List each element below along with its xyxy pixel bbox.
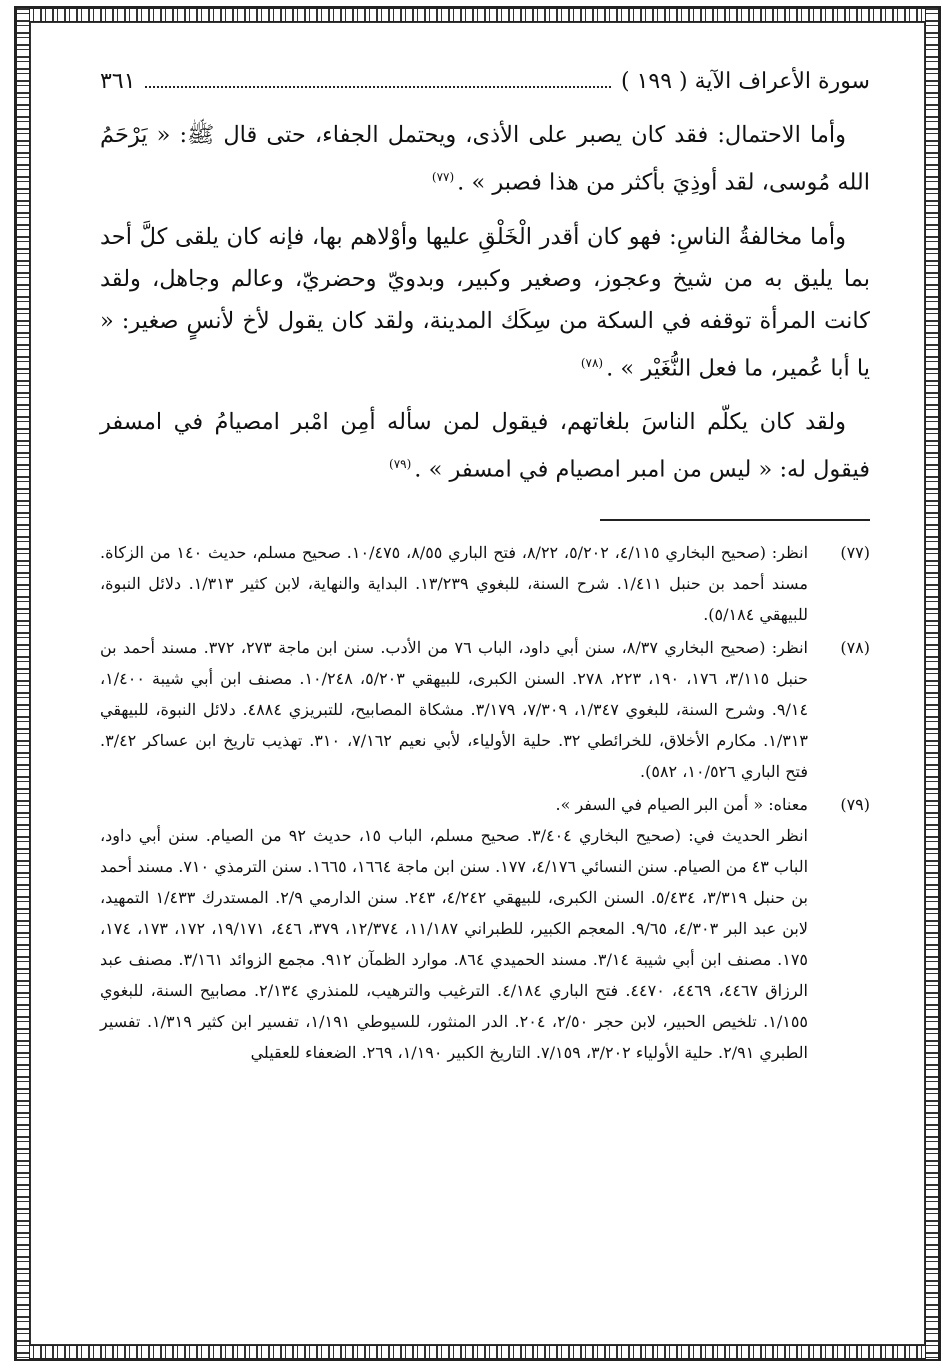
decorative-border-bottom (16, 1345, 939, 1359)
footnote-number: (٧٧) (840, 542, 870, 562)
page-content (100, 60, 870, 1070)
footnote-ref[interactable]: (٧٩) (389, 457, 412, 471)
footnote (100, 789, 870, 1068)
paragraph-forbearance (100, 114, 870, 204)
footnote-body (100, 789, 808, 1068)
decorative-border-top (16, 8, 939, 22)
footnote-ref[interactable]: (٧٧) (431, 170, 455, 184)
footnotes (100, 537, 870, 1068)
running-head (100, 60, 870, 104)
paragraph-mingling (100, 216, 870, 390)
paragraph-text: وأما مخالفةُ الناسِ: فهو كان أقدر الْخَلْقِ عليها وأوْلاهم بها، فإنه كان يلقى كلَّ أحد بما يليق به من شيخ وعجوز، وصغير وكبير، وبدويّ وحضريّ، وعالم وجاهل، ولقد كانت المرأة توقفه في السكة من سِكَك المدينة، ولقد كان يقول لأخ لأنسٍ صغير: « يا أبا عُمير، ما فعل النُّغَيْر » . (100, 223, 870, 381)
leader-dots (145, 62, 611, 88)
footnote (100, 632, 870, 787)
paragraph-text: ولقد كان يكلّم الناسَ بلغاتهم، فيقول لمن سأله أمِن امْبر امصيامُ في امسفر فيقول له: « ليس من امبر امصيام في امسفر » . (100, 409, 870, 483)
footnote-text: انظر: (صحيح البخاري ٨/٣٧، سنن أبي داود، الباب ٧٦ من الأدب. سنن ابن ماجة ٢٧٣، ٣٧٢. مسند أحمد بن حنبل ٣/١١٥، ١٧٦، ١٩٠، ٢٢٣، ٢٧٨. السنن الكبرى، للبيهقي ٥/٢٠٣، ١٠/٢٤٨. مصنف ابن أبي شيبة ١/٤٠٠، ٩/١٤. وشرح السنة، للبغوي ١/٣٤٧، ٧/٣٠٩، ٣/١٧٩. مشكاة المصابيح، للتبريزي ٤٨٨٤. دلائل النبوة، للبيهقي ١/٣١٣. مكارم الأخلاق، للخرائطي ٣٢. حلية الأولياء، لأبي نعيم ٧/١٦٢، ٣١٠. تهذيب تاريخ ابن عساكر ٣/٤٢. فتح الباري ١٠/٥٢٦، ٥٨٢). (100, 637, 809, 781)
footnote-number: (٧٨) (840, 637, 870, 657)
footnote-number: (٧٩) (840, 794, 870, 814)
decorative-border-right (925, 8, 939, 1359)
running-head-title: سورة الأعراف الآية ( ١٩٩ ) (621, 69, 870, 94)
footnote (100, 537, 870, 630)
footnote-ref[interactable]: (٧٨) (580, 355, 604, 370)
paragraph-dialects (100, 401, 870, 491)
main-text (100, 114, 870, 491)
paragraph-text: وأما الاحتمال: فقد كان يصبر على الأذى، ويحتمل الجفاء، حتى قال ﷺ: « يَرْحَمُ الله مُوسى، لقد أوذِيَ بأكثر من هذا فصبر » . (100, 122, 870, 196)
page-number: ٣٦١ (100, 69, 136, 94)
footnote-text: انظر الحديث في: (صحيح البخاري ٣/٤٠٤. صحيح مسلم، الباب ١٥، حديث ٩٢ من الصيام. سنن أبي داود، الباب ٤٣ من الصيام. سنن النسائي ٤/١٧٦، ١٧٧. سنن ابن ماجة ١٦٦٤، ١٦٦٥. سنن الترمذي ٧١٠. مسند أحمد بن حنبل ٣/٣١٩، ٥/٤٣٤. السنن الكبرى، للبيهقي ٤/٢٤٢، ٢٤٣. سنن الدارمي ٢/٩. المستدرك ١/٤٣٣ التمهيد، لابن عبد البر ٤/٣٠٣، ٩/٦٥. المعجم الكبير، للطبراني ١١/١٨٧، ١٢/٣٧٤، ٣٧٩، ٤٤٦، ١٩/١٧١، ١٧٢، ١٧٣، ١٧٤، ١٧٥. مصنف ابن أبي شيبة ٣/١٤. مسند الحميدي ٨٦٤. موارد الظمآن ٩١٢. مجمع الزوائد ٣/١٦١. مصنف عبد الرزاق ٤٤٦٧، ٤٤٦٩، ٤٤٧٠. فتح الباري ٤/١٨٤. الترغيب والترهيب، للمنذري ٢/١٣٤. مصابيح السنة، للبغوي ١/١٥٥. تلخيص الحبير، لابن حجر ٢/٥٠، ٢٠٤. الدر المنثور، للسيوطي ١/١٩١، تفسير ابن كثير ١/٣١٩. تفسير الطبري ٢/٩١. حلية الأولياء ٣/٢٠٢، ٧/١٥٩. التاريخ الكبير ١/١٩٠، ٢٦٩. الضعفاء للعقيلي (100, 825, 809, 1062)
footnote-separator (600, 519, 870, 521)
footnote-text: انظر: (صحيح البخاري ٤/١١٥، ٥/٢٠٢، ٨/٢٢، فتح الباري ٨/٥٥، ١٠/٤٧٥. صحيح مسلم، حديث ١٤٠ من الزكاة. مسند أحمد بن حنبل ١/٤١١. شرح السنة، للبغوي ١٣/٢٣٩. البداية والنهاية، لابن كثير ١/٣١٣. دلائل النبوة، للبيهقي ٥/١٨٤). (100, 542, 809, 624)
decorative-border-left (16, 8, 30, 1359)
footnote-meaning: معناه: « أمن البر الصيام في السفر ». (555, 794, 808, 814)
